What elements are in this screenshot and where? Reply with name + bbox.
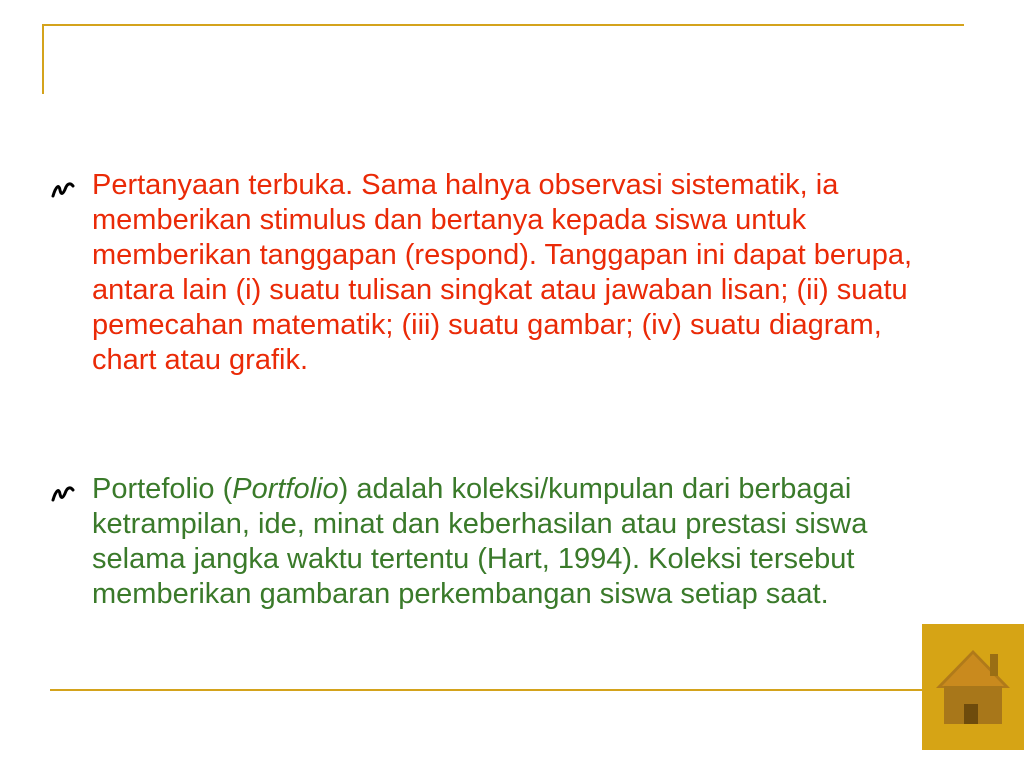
bullet-text-end: ) adalah koleksi/kumpulan dari berbagai ketrampilan, ide, minat dan keberhasilan atau prestasi siswa selama jangka waktu tertentu (Hart, 1994). Koleksi tersebut memberikan gambaran perkembangan siswa setiap saat.: [92, 473, 868, 610]
swirl-bullet-icon: [50, 176, 76, 200]
top-frame-line: [42, 24, 964, 26]
bullet-text: Pertanyaan terbuka. Sama halnya observasi sistematik, ia memberikan stimulus dan bertanya kepada siswa untuk memberikan tanggapan (respond). Tanggapan ini dapat berupa, antara lain (i) suatu tulisan singkat atau jawaban lisan; (ii) suatu pemecahan matematik; (iii) suatu gambar; (iv) suatu diagram, chart atau grafik.: [92, 169, 913, 376]
bottom-frame-line: [50, 689, 922, 691]
bullet-text-italic: Portfolio: [232, 473, 339, 505]
bullet-text: [92, 472, 952, 612]
home-button[interactable]: [922, 624, 1024, 750]
swirl-bullet-icon: [50, 480, 76, 504]
bullet-text-start: Portefolio (: [92, 473, 233, 505]
left-frame-line: [42, 24, 44, 94]
home-icon: [932, 646, 1014, 726]
